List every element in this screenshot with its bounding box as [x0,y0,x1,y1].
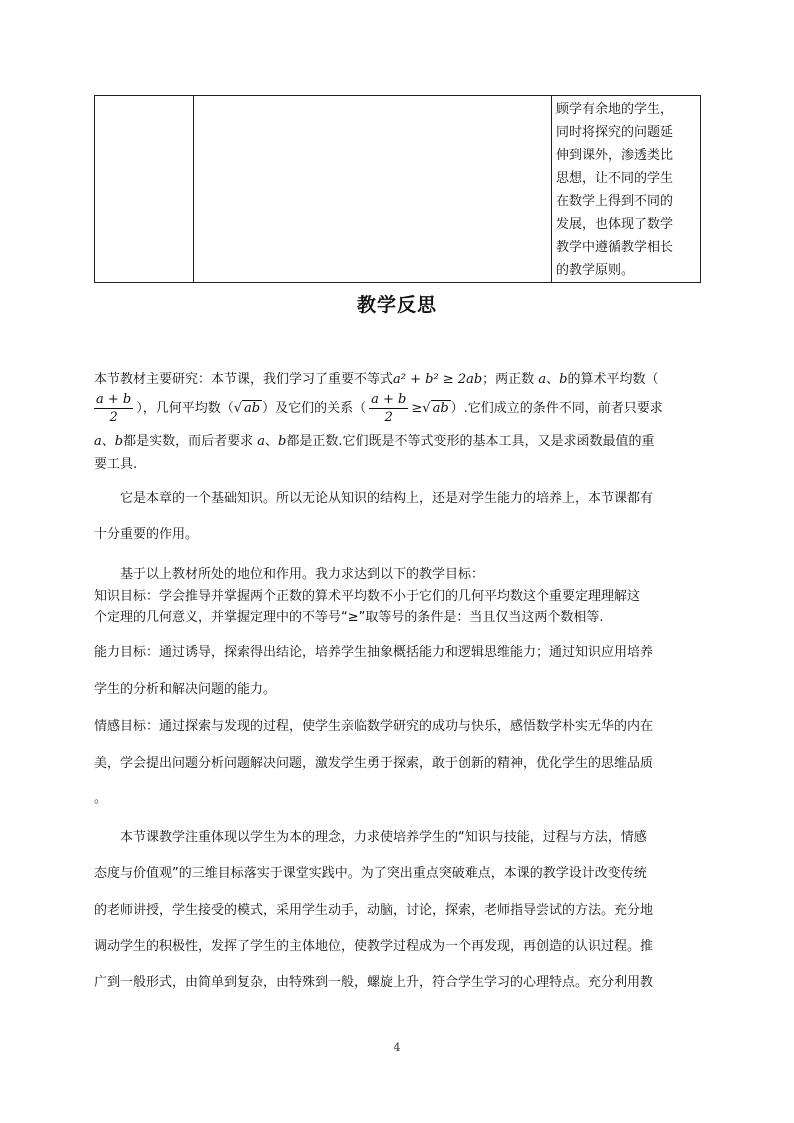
para-7-line-1: 本节课教学注重体现以学生为本的理念，力求使培养学生的“知识与技能，过程与方法，情感 [120,830,647,845]
cell-line: 在数学上得到不同的 [556,194,674,209]
cell-line: 顾学有余地的学生， [556,102,674,117]
fraction-numerator: a + b [96,392,132,407]
intro-line-3: a、b都是实数，而后者要求 a、b都是正数.它们既是不等式变形的基本工具，又是求函数最值的重 [94,434,655,449]
intro-line-2 [94,391,704,426]
sqrt-argument: ab [432,401,449,416]
var-b: b [278,434,287,449]
para-6-line-2: 美，学会提出问题分析问题解决问题，激发学生勇于探索，敢于创新的精神，优化学生的思维品质 [94,756,654,771]
para-2-line-2: 十分重要的作用。 [94,527,199,542]
geq-symbol: ≥ [411,401,423,416]
para-5-line-1: 能力目标：通过诱导，探索得出结论，培养学生抽象概括能力和逻辑思维能力；通过知识应用培养 [94,645,654,660]
text: ；两正数 [482,372,535,387]
var-a: a [94,434,102,449]
cell-line: 同时将探究的问题延 [556,125,674,140]
sqrt-symbol: √ [422,401,431,416]
text: ）及它们的关系（ [262,401,367,416]
text: ），几何平均数（ [136,401,234,416]
sqrt-symbol: √ [233,401,243,416]
sqrt-ab-2 [422,400,450,416]
fraction-arithmetic-mean [94,391,133,426]
para-4-line-1: 知识目标：学会推导并掌握两个正数的算术平均数不小于它们的几何平均数这个重要定理理解这 [94,589,641,604]
var-a: a [257,434,266,449]
text: 本节教材主要研究：本节课，我们学习了重要不等式 [94,372,394,387]
section-heading: 教学反思 [356,294,437,316]
var-a: a [538,372,547,387]
para-5-line-2: 学生的分析和解决问题的能力。 [94,682,277,697]
cell-line: 伸到课外，渗透类比 [556,148,674,163]
para-7-line-4: 调动学生的积极性，发挥了学生的主体地位，使教学过程成为一个再发现，再创造的认识过程。推 [94,939,654,954]
para-3: 基于以上教材所处的地位和作用。我力求达到以下的教学目标： [120,567,485,582]
sqrt-ab [234,400,262,416]
text: 都是实数，而后者要求 [123,434,254,449]
var-b: b [559,372,568,387]
text: 、 [546,372,560,387]
cell-line: 的教学原则。 [556,263,635,278]
para-7-line-5: 广到一般形式，由简单到复杂，由特殊到一般，螺旋上升，符合学生学习的心理特点。充分利用教 [94,975,654,990]
table-cell-1 [95,96,194,283]
formula-inequality: a² + b² ≥ 2ab [393,372,483,387]
table-cell-3 [552,96,701,283]
para-7-line-3: 的老师讲授，学生接受的模式，采用学生动手，动脑，讨论，探索，老师指导尝试的方法。充分地 [94,903,654,918]
para-2-line-1: 它是本章的一个基础知识。所以无论从知识的结构上，还是对学生能力的培养上，本节课都有 [120,491,654,506]
cell-line: 教学中遵循教学相长 [556,240,674,255]
cell-line: 发展，也体现了数学 [556,217,674,232]
fraction-arithmetic-mean-2 [369,391,408,426]
table-cell-2 [194,96,552,283]
para-6-line-3: 。 [94,791,108,806]
fraction-denominator: 2 [384,410,393,425]
para-4-line-2: 个定理的几何意义，并掌握定理中的不等号“≥”取等号的条件是：当且仅当这两个数相等. [94,610,604,625]
cell-line: 思想，让不同的学生 [556,171,674,186]
sqrt-argument: ab [244,401,261,416]
fraction-numerator: a + b [371,392,407,407]
para-6-line-1: 情感目标：通过探索与发现的过程，使学生亲临数学研究的成功与快乐，感悟数学朴实无华的内在 [94,719,654,734]
intro-line-4: 要工具. [94,457,138,472]
var-b: b [114,434,124,449]
text: 都是正数.它们既是不等式变形的基本工具，又是求函数最值的重 [286,434,655,449]
text: 的算术平均数（ [567,372,659,387]
page-number: 4 [393,1041,401,1054]
para-7-line-2: 态度与价值观”的三维目标落实于课堂实践中。为了突出重点突破难点，本课的教学设计改变传统 [94,866,647,881]
lesson-table-continued [94,95,701,283]
text: ）.它们成立的条件不同，前者只要求 [450,401,663,416]
fraction-denominator: 2 [109,410,118,425]
intro-line-1 [94,368,704,387]
